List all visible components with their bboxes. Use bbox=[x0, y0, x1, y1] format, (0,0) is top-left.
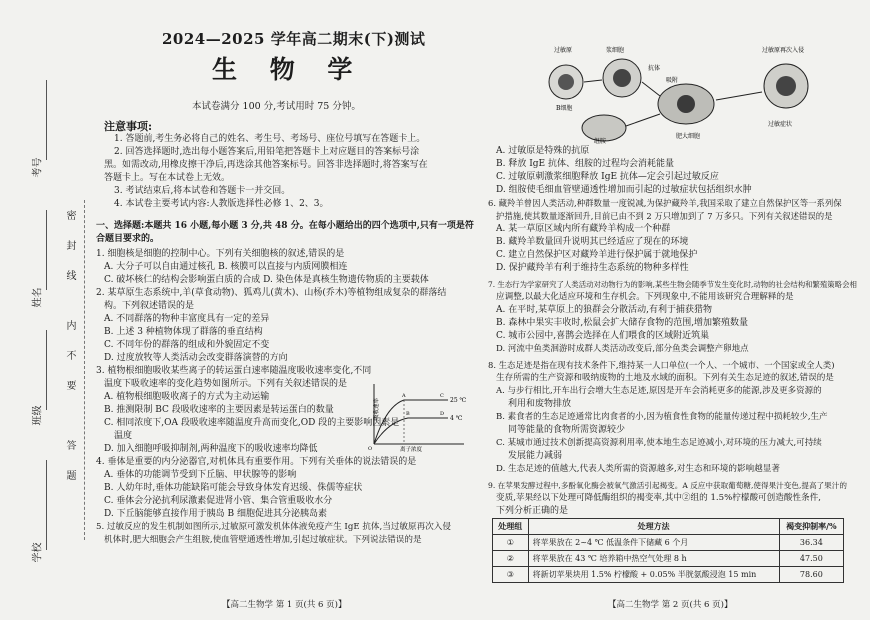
name-label: 姓名 bbox=[32, 287, 44, 308]
q3-option: B. 推测限制 BC 段吸收速率的主要因素是转运蛋白的数量 bbox=[104, 405, 334, 415]
fold-char: 线 bbox=[64, 270, 75, 280]
point-label: C bbox=[440, 393, 444, 399]
table-cell: 78.60 bbox=[779, 567, 843, 583]
browning-table bbox=[492, 518, 844, 583]
point-label: A bbox=[402, 393, 406, 399]
notice-line: 答题卡上。写在本试卷上无效。 bbox=[104, 173, 231, 183]
table-header-row bbox=[493, 519, 844, 535]
exam-info: 本试卷满分 100 分,考试用时 75 分钟。 bbox=[192, 101, 361, 112]
q3-stem: 3. 植物根细胞吸收某些离子的转运蛋白速率随温度吸收速率变化,不同 bbox=[96, 366, 372, 376]
notice-heading: 注意事项: bbox=[104, 120, 153, 133]
q4-stem: 4. 垂体是重要的内分泌器官,对机体具有重要作用。下列有关垂体的说法错误的是 bbox=[96, 457, 417, 467]
q6-stem: 6. 藏羚羊曾因人类活动,种群数量一度锐减,为保护藏羚羊,我国采取了建立自然保护区等一系列保 bbox=[488, 198, 842, 208]
fold-char: 不 bbox=[64, 350, 75, 360]
q4-option: D. 下丘脑能够直接作用于胰岛 B 细胞促进其分泌胰岛素 bbox=[104, 509, 327, 519]
table-cell: 将苹果放在 2~4 ℃ 低温条件下储藏 6 个月 bbox=[528, 535, 779, 551]
fold-char: 密 bbox=[64, 210, 75, 220]
exam-id-blank bbox=[46, 80, 47, 160]
q5-stem: 5. 过敏反应的发生机制如图所示,过敏原可激发机体体液免疫产生 IgE 抗体,当过敏原再次入侵 bbox=[96, 522, 451, 532]
subject-title: 生 物 学 bbox=[212, 55, 365, 84]
q9-stem: 9. 在苹果发酵过程中,多酚氧化酶会被氧气激活引起褐变。A 反应中获取葡萄糖,使得果汁变色,提高了果汁的 bbox=[488, 481, 847, 490]
table-cell: 36.34 bbox=[779, 535, 843, 551]
q2-stem: 2. 某草原生态系统中,羊(草食动物)、狐鸡儿(黄木)、山杨(乔木)等植物组成复杂的群落结 bbox=[96, 288, 447, 298]
q5-stem: 机体时,肥大细胞会产生组胺,使血管壁通透性增加,引起过敏症状。下列说法错误的是 bbox=[104, 535, 422, 545]
section-heading: 一、选择题:本题共 16 小题,每小题 3 分,共 48 分。在每小题给出的四个选项中,只有一项是符合题目要求的。 bbox=[96, 221, 474, 244]
fold-char: 内 bbox=[64, 320, 75, 330]
diagram-label: 过敏原 bbox=[554, 47, 573, 54]
arrow bbox=[642, 82, 660, 96]
origin-label: O bbox=[368, 446, 373, 452]
notice-line: 2. 回答选择题时,选出每小题答案后,用铅笔把答题卡上对应题目的答案标号涂 bbox=[114, 147, 420, 157]
diagram-label: 过敏症状 bbox=[768, 121, 793, 128]
q6-option: D. 保护藏羚羊有利于维持生态系统的物种多样性 bbox=[496, 263, 689, 273]
q5-option: B. 释放 IgE 抗体、组胺的过程均会消耗能量 bbox=[496, 159, 674, 169]
arrow bbox=[584, 80, 602, 82]
curve-25c bbox=[374, 400, 448, 444]
point-label: D bbox=[440, 411, 445, 417]
y-axis-label: 吸收速率 bbox=[374, 397, 380, 420]
table-cell: ② bbox=[493, 551, 529, 567]
q7-stem: 7. 生态行为学家研究了人类活动对动物行为的影响,某些生物会随季节发生变化时,动物的社会结构和繁殖策略会相 bbox=[488, 280, 857, 289]
absorption-rate-graph bbox=[360, 382, 468, 452]
fold-char: 封 bbox=[64, 240, 75, 250]
q3-option: 温度 bbox=[114, 431, 133, 441]
q5-option: A. 过敏原是特殊的抗原 bbox=[496, 146, 590, 156]
diagram-label: 肥大细胞 bbox=[676, 133, 701, 140]
series-label: 4 ℃ bbox=[450, 415, 463, 422]
page-footer: 【高二生物学 第 2 页(共 6 页)】 bbox=[608, 600, 733, 610]
diagram-label: 浆细胞 bbox=[606, 47, 625, 54]
nucleus-icon bbox=[613, 69, 631, 87]
q5-option: D. 组胺使毛细血管壁通透性增加而引起的过敏症状包括组织水肿 bbox=[496, 185, 752, 195]
q8-option: A. 与步行相比,开车出行会增大生态足迹,原因是开车会消耗更多的能源,涉及更多资源的 bbox=[496, 386, 822, 396]
q8-option: 利用和废物排放 bbox=[508, 399, 572, 409]
q6-stem: 护措施,使其数量逐渐回升,目前已由不到 2 万只增加到了 7 万多只。下列有关叙述错误的是 bbox=[496, 211, 833, 221]
series-label: 25 ℃ bbox=[450, 397, 467, 404]
notice-line: 1. 答题前,考生务必将自己的姓名、考生号、考场号、座位号填写在答题卡上。 bbox=[114, 134, 426, 144]
notice-line: 4. 本试卷主要考试内容:人教版选择性必修 1、2、3。 bbox=[114, 199, 329, 209]
name-blank bbox=[46, 210, 47, 290]
q4-option: C. 垂体会分泌抗利尿激素促进肾小管、集合管重吸收水分 bbox=[104, 496, 333, 506]
q8-stem: 生存所需的生产资源和吸纳废物的土地及水域的面积。下列有关生态足迹的叙述,错误的是 bbox=[496, 373, 834, 383]
point-label: B bbox=[406, 411, 410, 417]
school-blank bbox=[46, 460, 47, 550]
q8-option: B. 素食者的生态足迹通常比肉食者的小,因为植食性食物的能量传递过程中损耗较少,生产 bbox=[496, 412, 828, 422]
q1-options: C. 破坏核仁的结构会影响蛋白质的合成 D. 染色体是真核生物遗传物质的主要载体 bbox=[104, 275, 429, 285]
q7-option: B. 森林中果实丰收时,松鼠会扩大储存食物的范围,增加繁殖数量 bbox=[496, 318, 749, 328]
q8-option: D. 生态足迹的值越大,代表人类所需的资源越多,对生态和环境的影响越显著 bbox=[496, 464, 780, 474]
q2-option: A. 不同群落的物种丰富度具有一定的差异 bbox=[104, 314, 270, 324]
exam-id-label: 考号 bbox=[32, 157, 44, 178]
nucleus-icon bbox=[776, 76, 796, 96]
q6-option: B. 藏羚羊数量回升说明其已经适应了现在的环境 bbox=[496, 237, 689, 247]
q2-option: D. 过度放牧等人类活动会改变群落演替的方向 bbox=[104, 353, 288, 363]
q8-option: 发展能力减弱 bbox=[508, 451, 563, 461]
q1-stem: 1. 细胞核是细胞的控制中心。下列有关细胞核的叙述,错误的是 bbox=[96, 249, 345, 259]
exam-title: 2024—2025 学年高二期末(下)测试 bbox=[162, 30, 426, 48]
q3-option: C. 相同浓度下,OA 段吸收速率随温度升高而变化,OD 段的主要影响因素是 bbox=[104, 418, 400, 428]
curve-4c bbox=[374, 418, 448, 444]
table-header: 处理方法 bbox=[528, 519, 779, 535]
q4-option: B. 人幼年时,垂体功能缺陷可能会导致身体发育迟缓、侏儒等症状 bbox=[104, 483, 363, 493]
q7-option: A. 在平时,某草原上的狼群会分散活动,有利于捕获猎物 bbox=[496, 305, 712, 315]
table-header: 褐变抑制率/% bbox=[779, 519, 843, 535]
q7-option: C. 城市公园中,喜鹊会选择在人们喂食的区域附近筑巢 bbox=[496, 331, 710, 341]
table-header: 处理组 bbox=[493, 519, 529, 535]
q4-option: A. 垂体的功能调节受到下丘脑、甲状腺等的影响 bbox=[104, 470, 297, 480]
q6-option: A. 某一草原区域内所有藏羚羊构成一个种群 bbox=[496, 224, 671, 234]
notice-line: 黑。如需改动,用橡皮擦干净后,再选涂其他答案标号。回答非选择题时,将答案写在 bbox=[104, 160, 428, 170]
table-cell: 将苹果放在 43 ℃ 培养箱中热空气处理 8 h bbox=[528, 551, 779, 567]
q8-option: 同等能量的食物所需资源较少 bbox=[508, 425, 626, 435]
table-cell: 将新切苹果块用 1.5% 柠檬酸 + 0.05% 半胱氨酸浸泡 15 min bbox=[528, 567, 779, 583]
q2-option: B. 上述 3 种植物体现了群落的垂直结构 bbox=[104, 327, 263, 337]
q7-option: D. 河流中鱼类洄游时成群人类活动改变后,部分鱼类会调整产卵地点 bbox=[496, 344, 749, 354]
diagram-label: 吸附 bbox=[666, 77, 679, 84]
q1-options: A. 大分子可以自由通过核孔 B. 核膜可以直接与内质网膜相连 bbox=[104, 262, 348, 272]
class-blank bbox=[46, 330, 47, 410]
q8-stem: 8. 生态足迹是指在现有技术条件下,维持某一人口单位(一个人、一个城市、一个国家或全人类) bbox=[488, 360, 835, 370]
q3-stem: 温度下吸收速率的变化趋势如图所示。下列有关叙述错误的是 bbox=[104, 379, 348, 389]
q9-stem: 下列分析正确的是 bbox=[496, 506, 569, 516]
arrow bbox=[626, 114, 660, 126]
diagram-label: 抗体 bbox=[648, 65, 661, 72]
seal-fold-line bbox=[84, 200, 85, 540]
q5-option: C. 过敏原刺激浆细胞释放 IgE 抗体—定会引起过敏反应 bbox=[496, 172, 719, 182]
fold-char: 题 bbox=[64, 470, 75, 480]
diagram-label: B细胞 bbox=[556, 105, 573, 112]
table-row bbox=[493, 567, 844, 583]
q2-option: C. 不同年份的群落的组成和外貌固定不变 bbox=[104, 340, 270, 350]
class-label: 班级 bbox=[32, 405, 44, 426]
x-axis-label: 离子浓度 bbox=[400, 447, 423, 452]
table-row bbox=[493, 535, 844, 551]
binding-margin bbox=[0, 0, 92, 620]
q9-stem: 变质,苹果经以下处理可降低酶组织的褐变率,其中②组的 1.5%柠檬酸可创造酸性条件, bbox=[496, 493, 821, 503]
table-cell: ③ bbox=[493, 567, 529, 583]
diagram-label: 过敏原再次入侵 bbox=[762, 47, 805, 54]
nucleus-icon bbox=[677, 95, 695, 113]
arrow bbox=[716, 92, 762, 100]
q7-stem: 应调整,以最大化适应环境和生存机会。下列现象中,不能用该研究合理解释的是 bbox=[496, 292, 794, 302]
table-cell: ① bbox=[493, 535, 529, 551]
diagram-label: 组胺 bbox=[594, 138, 607, 144]
q2-stem: 构。下列叙述错误的是 bbox=[104, 301, 195, 311]
fold-char: 答 bbox=[64, 440, 75, 450]
page-footer: 【高二生物学 第 1 页(共 6 页)】 bbox=[222, 600, 347, 610]
q8-option: C. 某城市通过技术创新提高资源利用率,使本地生态足迹减小,对环境的压力减大,可持续 bbox=[496, 438, 822, 448]
allergy-mechanism-diagram bbox=[536, 42, 826, 144]
school-label: 学校 bbox=[32, 542, 44, 563]
q3-option: A. 植物根细胞吸收离子的方式为主动运输 bbox=[104, 392, 270, 402]
notice-line: 3. 考试结束后,将本试卷和答题卡一并交回。 bbox=[114, 186, 291, 196]
table-row bbox=[493, 551, 844, 567]
fold-char: 要 bbox=[64, 380, 75, 390]
q3-option: D. 加入细胞呼吸抑制剂,两种温度下的吸收速率均降低 bbox=[104, 444, 318, 454]
q6-option: C. 建立自然保护区对藏羚羊进行保护属于就地保护 bbox=[496, 250, 698, 260]
table-cell: 47.50 bbox=[779, 551, 843, 567]
nucleus-icon bbox=[558, 74, 574, 90]
